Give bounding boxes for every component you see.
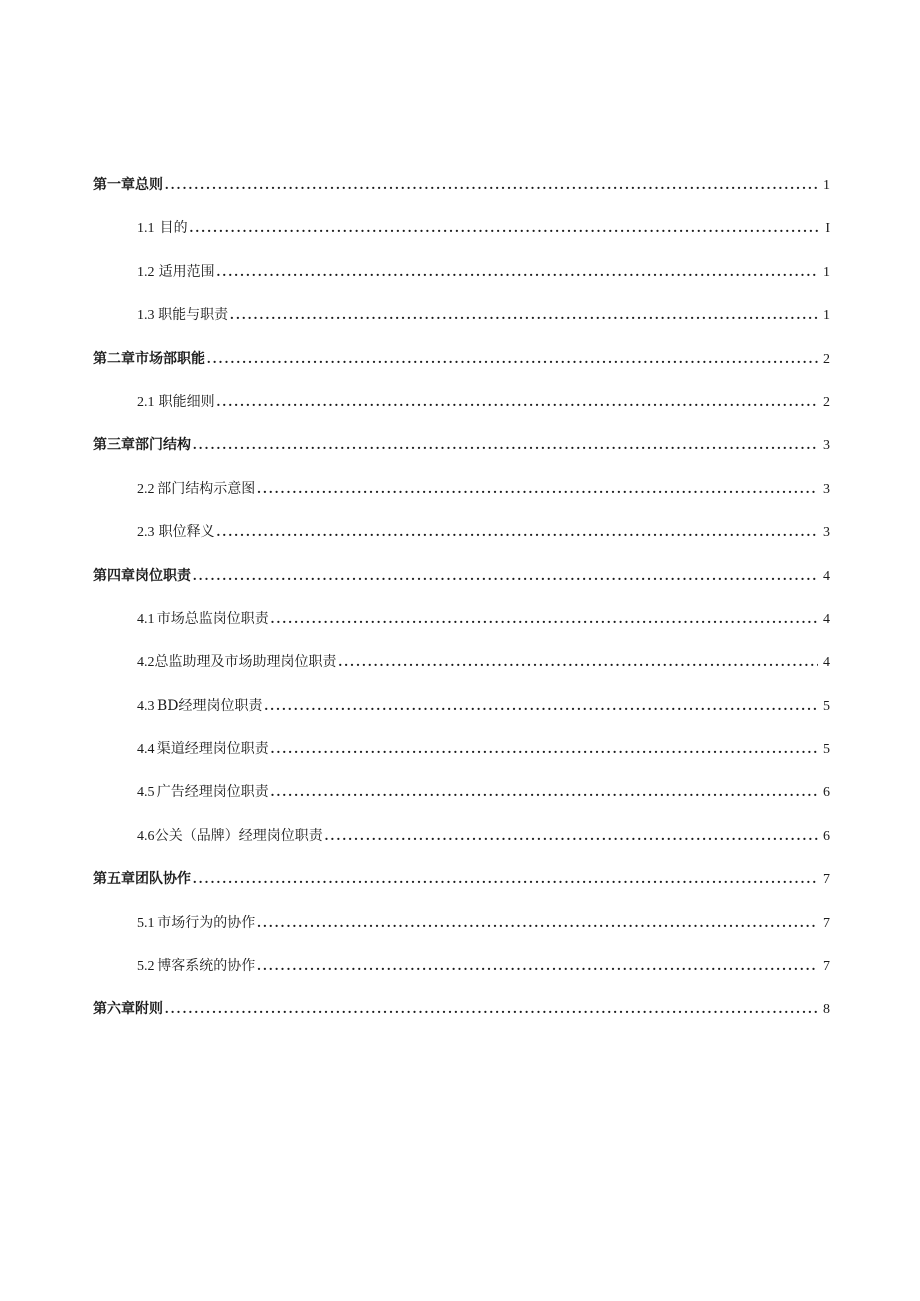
toc-section-number: 1.2 <box>137 264 155 280</box>
table-of-contents <box>93 174 830 1042</box>
toc-dot-leader <box>190 218 818 240</box>
toc-entry-title: 目的 <box>159 220 188 237</box>
toc-page-number: 6 <box>823 785 830 801</box>
toc-dot-leader <box>271 739 818 761</box>
toc-page-number: 7 <box>823 872 830 888</box>
toc-chapter-entry[interactable] <box>93 434 830 477</box>
toc-chapter-entry[interactable] <box>93 348 830 391</box>
toc-dot-leader <box>217 522 818 544</box>
toc-page-number: 1 <box>823 178 830 193</box>
toc-section-entry[interactable] <box>93 912 830 955</box>
toc-dot-leader <box>193 435 818 457</box>
toc-dot-leader <box>193 566 818 588</box>
toc-entry-title: 职能细则 <box>158 393 215 410</box>
toc-section-entry[interactable] <box>93 608 830 651</box>
toc-page-number: 2 <box>823 351 830 367</box>
toc-entry-title: 市场行为的协作 <box>157 914 256 931</box>
toc-page-number: I <box>825 221 830 237</box>
toc-dot-leader <box>217 392 818 414</box>
toc-section-entry[interactable] <box>93 261 830 304</box>
toc-page-number: 3 <box>823 481 830 497</box>
toc-section-number: 1.1 <box>137 221 155 237</box>
toc-section-number: 1.3 <box>137 308 155 324</box>
toc-dot-leader <box>217 262 818 284</box>
toc-section-entry[interactable] <box>93 738 830 781</box>
toc-page-number: 8 <box>823 1002 830 1018</box>
toc-dot-leader <box>230 305 818 327</box>
toc-page-number: 2 <box>823 394 830 410</box>
toc-page-number: 1 <box>823 308 830 324</box>
toc-entry-title: 第五章团队协作 <box>93 871 191 888</box>
toc-entry-title: 广告经理岗位职责 <box>156 784 269 801</box>
toc-page-number: 5 <box>823 698 830 714</box>
toc-dot-leader <box>271 609 818 631</box>
toc-section-entry[interactable] <box>93 781 830 824</box>
toc-entry-title: 总监助理及市场助理岗位职责 <box>154 654 337 671</box>
toc-chapter-entry[interactable] <box>93 174 830 217</box>
toc-section-number: 2.3 <box>137 525 155 541</box>
toc-chapter-entry[interactable] <box>93 565 830 608</box>
toc-section-entry[interactable] <box>93 955 830 998</box>
toc-entry-title: 第四章岗位职责 <box>93 567 191 584</box>
toc-page-number: 4 <box>823 611 830 627</box>
toc-entry-title: 市场总监岗位职责 <box>156 610 269 627</box>
toc-dot-leader <box>271 782 818 804</box>
toc-section-number: 4.2 <box>137 655 155 671</box>
toc-page-number: 4 <box>823 655 830 671</box>
toc-section-number: 2.2 <box>137 481 155 497</box>
toc-section-entry[interactable] <box>93 695 830 738</box>
toc-section-number: 5.1 <box>137 915 155 931</box>
toc-entry-title: 适用范围 <box>158 263 215 280</box>
toc-section-number: 4.3 <box>137 698 155 714</box>
toc-dot-leader <box>339 652 819 674</box>
toc-section-number: 4.6 <box>137 828 155 844</box>
toc-section-number: 4.1 <box>137 611 155 627</box>
toc-dot-leader <box>257 913 818 935</box>
toc-entry-title: 部门结构示意图 <box>157 480 256 497</box>
toc-section-entry[interactable] <box>93 304 830 347</box>
toc-entry-title: 第六章附则 <box>93 1001 163 1018</box>
toc-section-number: 4.4 <box>137 742 155 758</box>
toc-dot-leader <box>207 349 818 371</box>
toc-entry-title: 第三章部门结构 <box>93 437 191 454</box>
toc-dot-leader <box>325 826 818 848</box>
toc-chapter-entry[interactable] <box>93 868 830 911</box>
toc-entry-title: 职能与职责 <box>158 307 229 324</box>
toc-section-entry[interactable] <box>93 478 830 521</box>
toc-page-number: 7 <box>823 915 830 931</box>
toc-section-number: 4.5 <box>137 785 155 801</box>
toc-entry-title: 公关（品牌）经理岗位职责 <box>154 827 323 844</box>
toc-page-number: 3 <box>823 525 830 541</box>
toc-page-number: 7 <box>823 959 830 975</box>
toc-section-entry[interactable] <box>93 651 830 694</box>
toc-dot-leader <box>264 696 818 718</box>
toc-entry-title: 第二章市场部职能 <box>93 350 205 367</box>
toc-page-number: 1 <box>823 264 830 280</box>
toc-dot-leader <box>257 956 818 978</box>
toc-entry-title: 职位释义 <box>158 524 215 541</box>
toc-entry-title: 第一章总则 <box>93 177 163 193</box>
toc-entry-title: 渠道经理岗位职责 <box>156 741 269 758</box>
toc-dot-leader <box>165 175 818 197</box>
toc-page-number: 4 <box>823 568 830 584</box>
toc-section-number: 2.1 <box>137 394 155 410</box>
toc-dot-leader <box>257 479 818 501</box>
toc-section-number: 5.2 <box>137 959 155 975</box>
toc-section-entry[interactable] <box>93 521 830 564</box>
toc-dot-leader <box>193 869 818 891</box>
toc-chapter-entry[interactable] <box>93 998 830 1041</box>
toc-section-entry[interactable] <box>93 825 830 868</box>
toc-entry-title: 博客系统的协作 <box>157 958 256 975</box>
toc-page-number: 6 <box>823 828 830 844</box>
toc-entry-title: BD经理岗位职责 <box>156 697 263 714</box>
toc-page-number: 5 <box>823 742 830 758</box>
toc-page-number: 3 <box>823 438 830 454</box>
toc-section-entry[interactable] <box>93 217 830 260</box>
toc-dot-leader <box>165 999 818 1021</box>
toc-section-entry[interactable] <box>93 391 830 434</box>
